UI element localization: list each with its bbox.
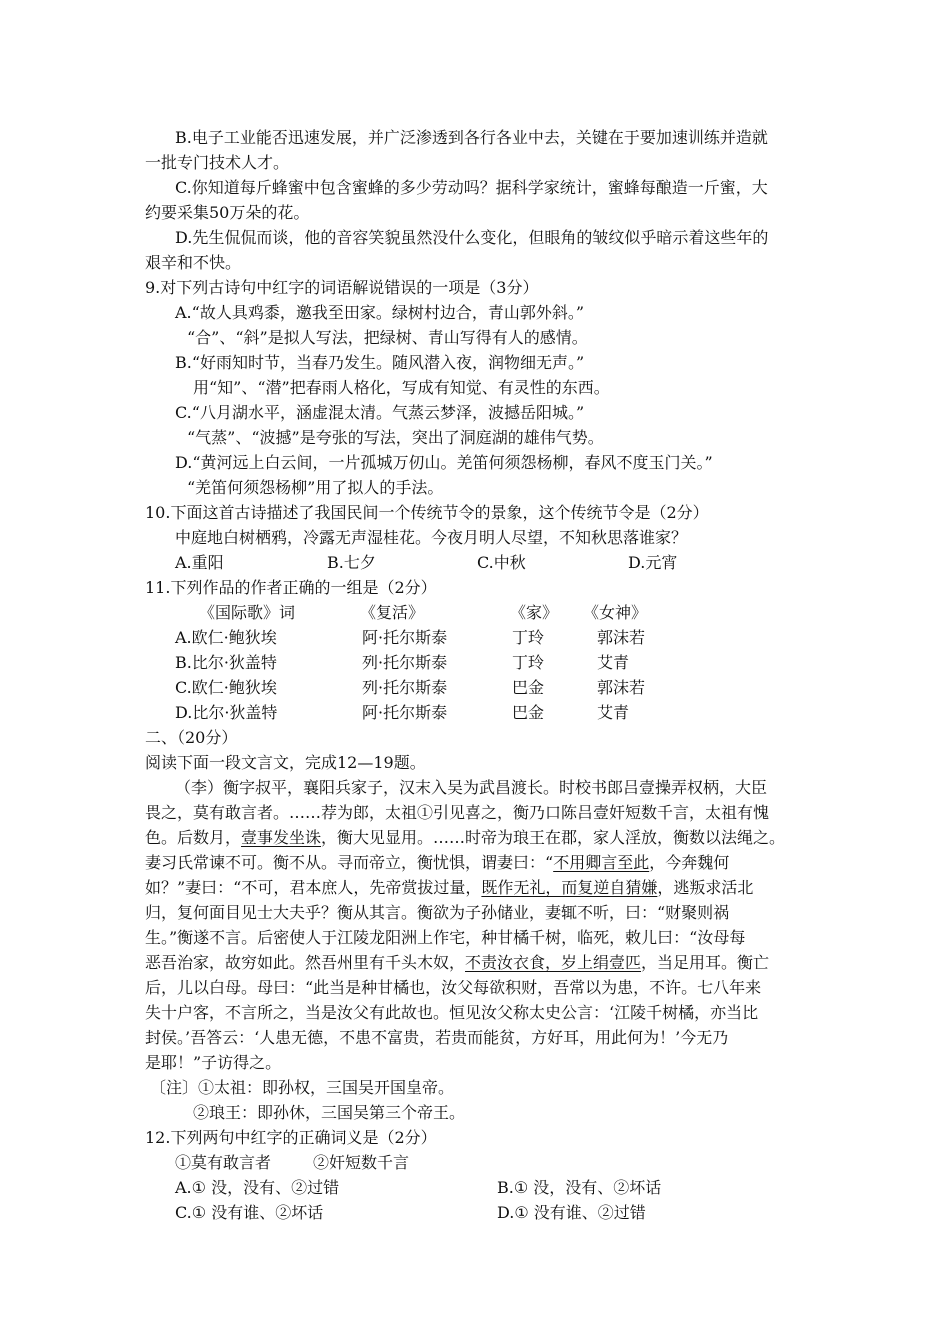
q9-option-c-note: “气蒸”、“波撼”是夸张的写法，突出了洞庭湖的雄伟气势。 — [187, 428, 604, 447]
q12-option: D.① 没有谁、②过错 — [497, 1203, 646, 1222]
passage-text: 妻习氏常谏不可。衡不从。寻而帝立，衡忧惧，谓妻曰：“ — [145, 853, 554, 872]
q10-option: A.重阳 — [175, 553, 224, 572]
q11-cell: A.欧仁·鲍狄埃 — [175, 628, 277, 647]
passage-text: ，逃叛求活北 — [657, 878, 754, 897]
passage-line: 畏之，莫有敢言者。……荐为郎，太祖①引见喜之，衡乃口陈吕壹奸短数千言，太祖有愧 — [145, 803, 770, 822]
q12-item: ①莫有敢言者 — [175, 1153, 272, 1172]
section-two-title: 二、（20分） — [145, 728, 238, 747]
q9-option-a: A.“故人具鸡黍，邀我至田家。绿树村边合，青山郭外斜。” — [175, 303, 585, 322]
passage-line — [145, 950, 769, 975]
q8-option-b-line2: 一批专门技术人才。 — [145, 153, 290, 172]
q10-option: D.元宵 — [628, 553, 678, 572]
q11-cell: 艾青 — [597, 703, 630, 722]
q9-option-a-note: “合”、“斜”是拟人写法，把绿树、青山写得有人的感情。 — [187, 328, 588, 347]
q10-poem: 中庭地白树栖鸦，冷露无声湿桂花。今夜月明人尽望，不知秋思落谁家？ — [175, 528, 688, 547]
q9-option-d: D.“黄河远上白云间，一片孤城万仞山。羌笛何须怨杨柳，春风不度玉门关。” — [175, 453, 713, 472]
passage-line — [145, 875, 753, 900]
passage-line: 失十户客，不言所之，当是汝父有此故也。恒见汝父称太史公言：‘江陵千树橘，亦当比 — [145, 1003, 759, 1022]
q11-cell: 巴金 — [512, 703, 545, 722]
q9-option-c: C.“八月湖水平，涵虚混太清。气蒸云梦泽，波撼岳阳城。” — [175, 403, 585, 422]
passage-line: 生。”衡遂不言。后密使人于江陵龙阳洲上作宅，种甘橘千树，临死，敕儿曰：“汝母每 — [145, 928, 746, 947]
underlined-phrase: 不责汝衣食，岁上绢壹匹 — [465, 953, 642, 972]
q11-cell: B.比尔·狄盖特 — [175, 653, 277, 672]
q12-item: ②奸短数千言 — [313, 1153, 410, 1172]
passage-text: 恶吾治家，故穷如此。然吾州里有千头木奴， — [145, 953, 466, 972]
passage-text: 如？”妻曰：“不可，君本庶人，先帝赏拔过量， — [145, 878, 482, 897]
q11-cell: 丁玲 — [512, 653, 545, 672]
q10-options — [0, 550, 950, 575]
underlined-phrase: 不用卿言至此 — [553, 853, 650, 872]
q11-header: 《女神》 — [583, 603, 648, 622]
q12-option: B.① 没，没有、②坏话 — [497, 1178, 662, 1197]
passage-note: 〔注〕①太祖：即孙权，三国吴开国皇帝。 — [150, 1078, 455, 1097]
q11-header-row — [0, 600, 950, 625]
q11-cell: 巴金 — [512, 678, 545, 697]
q9-option-b-note: 用“知”、“潜”把春雨人格化，写成有知觉、有灵性的东西。 — [193, 378, 610, 397]
q11-header: 《家》 — [510, 603, 559, 622]
passage-line — [145, 825, 785, 850]
q11-row — [0, 675, 950, 700]
q11-cell: 艾青 — [597, 653, 630, 672]
passage-line: 归，复何面目见士大夫乎？衡从其言。衡欲为子孙储业，妻辄不听，曰：“财聚则祸 — [145, 903, 730, 922]
q11-cell: 郭沫若 — [597, 628, 646, 647]
passage-text: ，衡大见显用。……时帝为琅王在郡，家人淫放，衡数以法绳之。 — [321, 828, 786, 847]
passage-line — [145, 850, 729, 875]
q11-cell: 列·托尔斯泰 — [362, 653, 448, 672]
q11-cell: 郭沫若 — [597, 678, 646, 697]
q10-option: B.七夕 — [327, 553, 376, 572]
q12-stem: 12.下列两句中红字的正确词义是（2分） — [145, 1128, 437, 1147]
q11-cell: 阿·托尔斯泰 — [362, 628, 448, 647]
passage-text: 色。后数月， — [145, 828, 242, 847]
q8-option-d-line1: D.先生侃侃而谈，他的音容笑貌虽然没什么变化，但眼角的皱纹似乎暗示着这些年的 — [175, 228, 769, 247]
passage-note: ②琅王：即孙休，三国吴第三个帝王。 — [193, 1103, 466, 1122]
q11-stem: 11.下列作品的作者正确的一组是（2分） — [145, 578, 437, 597]
q11-row — [0, 650, 950, 675]
q9-option-b: B.“好雨知时节，当春乃发生。随风潜入夜，润物细无声。” — [175, 353, 585, 372]
q11-header: 《复活》 — [360, 603, 425, 622]
section-two-intro: 阅读下面一段文言文，完成12—19题。 — [145, 753, 426, 772]
q11-cell: 丁玲 — [512, 628, 545, 647]
q8-option-c-line1: C.你知道每斤蜂蜜中包含蜜蜂的多少劳动吗？据科学家统计，蜜蜂每酿造一斤蜜，大 — [175, 178, 768, 197]
passage-line: （李）衡字叔平，襄阳兵家子，汉末入吴为武昌渡长。时校书郎吕壹操弄权柄，大臣 — [175, 778, 768, 797]
passage-text: ，当足用耳。衡亡 — [641, 953, 770, 972]
q11-header: 《国际歌》词 — [199, 603, 296, 622]
q8-option-c-line2: 约要采集50万朵的花。 — [145, 203, 310, 222]
q12-option: C.① 没有谁、②坏话 — [175, 1203, 324, 1222]
q11-cell: D.比尔·狄盖特 — [175, 703, 278, 722]
q11-row — [0, 625, 950, 650]
passage-line: 是耶！”子访得之。 — [145, 1053, 282, 1072]
q11-cell: 阿·托尔斯泰 — [362, 703, 448, 722]
q10-stem: 10.下面这首古诗描述了我国民间一个传统节令的景象，这个传统节令是（2分） — [145, 503, 709, 522]
q9-stem: 9.对下列古诗句中红字的词语解说错误的一项是（3分） — [145, 278, 539, 297]
q12-options-row — [0, 1175, 950, 1200]
underlined-phrase: 既作无礼，而复逆自猜嫌 — [481, 878, 658, 897]
q10-option: C.中秋 — [477, 553, 526, 572]
q9-option-d-note: “羌笛何须怨杨柳”用了拟人的手法。 — [187, 478, 444, 497]
passage-line: 封侯。’吾答云：‘人患无德，不患不富贵，若贵而能贫，方好耳，用此何为！’今无乃 — [145, 1028, 729, 1047]
q12-option: A.① 没，没有、②过错 — [175, 1178, 340, 1197]
q8-option-d-line2: 艰辛和不快。 — [145, 253, 242, 272]
q11-cell: 列·托尔斯泰 — [362, 678, 448, 697]
passage-text: ，今奔魏何 — [649, 853, 730, 872]
q8-option-b-line1: B.电子工业能否迅速发展，并广泛渗透到各行各业中去，关键在于要加速训练并造就 — [175, 128, 768, 147]
q11-cell: C.欧仁·鲍狄埃 — [175, 678, 277, 697]
q12-options-row — [0, 1200, 950, 1225]
q11-row — [0, 700, 950, 725]
q12-items — [0, 1150, 950, 1175]
passage-line: 后，儿以白母。母曰：“此当是种甘橘也，汝父每欲积财，吾常以为患，不许。七八年来 — [145, 978, 762, 997]
underlined-phrase: 壹事发坐诛 — [241, 828, 322, 847]
